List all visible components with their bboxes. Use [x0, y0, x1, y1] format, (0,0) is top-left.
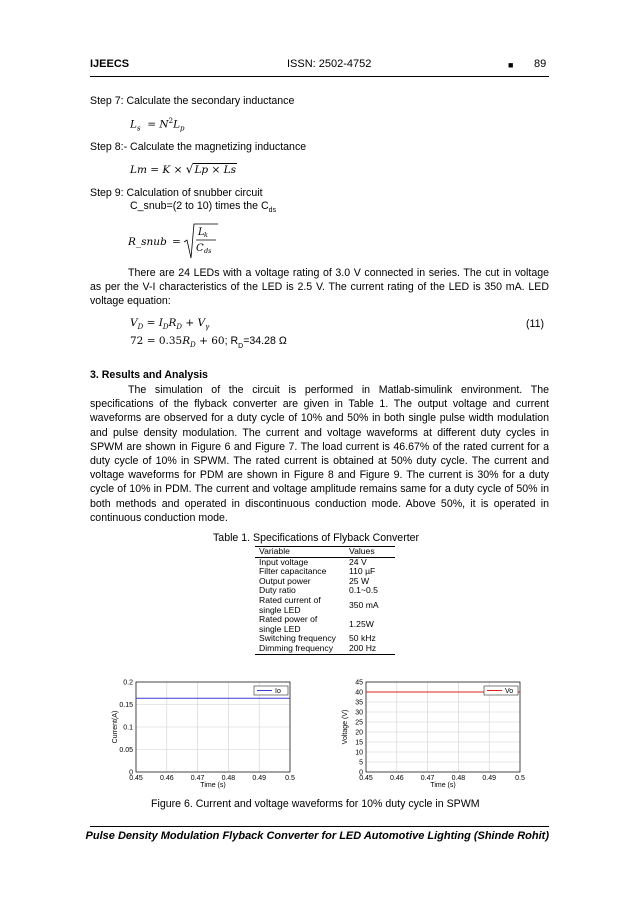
- step-9-label: Step 9: Calculation of snubber circuit: [90, 187, 263, 199]
- table-header: Variable: [255, 547, 343, 558]
- equation-lm: Lm = K × √Lp × Ls: [130, 162, 236, 176]
- legend-label: Io: [275, 688, 281, 695]
- spec-table: [255, 546, 395, 655]
- equation-rsnub: [128, 218, 218, 262]
- y-tick-label: 0.15: [119, 702, 133, 709]
- section-title: 3. Results and Analysis: [90, 369, 208, 381]
- x-tick-label: 0.45: [359, 775, 373, 782]
- y-tick-label: 40: [355, 689, 363, 697]
- header-rule: [90, 76, 549, 77]
- svg-text:ds: ds: [204, 247, 212, 255]
- y-tick-label: 20: [355, 729, 363, 737]
- step-7-label: Step 7: Calculate the secondary inductance: [90, 95, 295, 107]
- y-tick-label: 0: [359, 769, 363, 777]
- x-tick-label: 0.48: [451, 775, 466, 782]
- snubber-capacitance-text: C_snub=(2 to 10) times the $C_{ds}$: [130, 200, 277, 215]
- y-tick-label: 30: [355, 709, 363, 717]
- y-tick-label: 25: [355, 719, 363, 727]
- y-tick-label: 15: [355, 739, 363, 747]
- x-tick-label: 0.47: [190, 775, 205, 782]
- y-tick-label: 5: [359, 759, 363, 767]
- y-tick-label: 0.05: [119, 747, 133, 754]
- equation-number: (11): [526, 318, 545, 330]
- voltage-waveform-chart: [338, 676, 534, 790]
- table-row: Filter capacitance 110 µF: [259, 566, 376, 577]
- table-row: Dimming frequency 200 Hz: [255, 644, 395, 654]
- x-tick-label: 0.46: [159, 775, 174, 782]
- y-tick-label: 35: [355, 699, 363, 707]
- table-row: Output power 25 W: [259, 575, 370, 586]
- svg-text:R_snub: R_snub: [128, 236, 167, 248]
- table-row: Input voltage 24 V: [259, 556, 367, 567]
- x-tick-label: 0.49: [482, 775, 497, 782]
- figure-caption: Figure 6. Current and voltage waveforms for 10% duty cycle in SPWM: [151, 798, 480, 810]
- issn: ISSN: 2502-4752: [287, 58, 372, 70]
- table-row: Duty ratio 0.1~0.5: [259, 585, 378, 596]
- y-tick-label: 0: [129, 769, 133, 777]
- results-paragraph: The simulation of the circuit is performed in Matlab-simulink environment. The specifications of the flyback converter are given in Table 1. The output voltage and current waveforms are observed for a duty cycle of 10% and 50% in both single pulse width modulation and pulse density modulation. The current and voltage waveforms at different duty cycles in SPWM are shown in Figure 6 and Figure 7. The load current is 46.67% of the rated current for a duty cycle of 10% in SPWM. The rated current is obtained at 50% duty cycle. The current and voltage waveforms for PDM are shown in Figure 8 and Figure 9. The current is 30% for a duty cycle of 10% in PDM. The current and voltage amplitude remains same for a duty cycle of 50% in both methods and operated in discontinuous conduction mode. Above 50%, it is operated in continuous conduction mode.: [90, 384, 549, 524]
- table-header: Values: [343, 547, 395, 558]
- legend-label: Vo: [505, 688, 514, 695]
- footer-text: Pulse Density Modulation Flyback Converter for LED Automotive Lighting (Shinde Rohit): [85, 830, 549, 842]
- y-tick-label: 45: [355, 679, 363, 687]
- svg-text:L: L: [198, 227, 205, 238]
- y-axis-label: Voltage (V): [342, 709, 349, 745]
- bullet-icon: ■: [508, 60, 514, 70]
- equation-ls: $L_s = N^2L_p$: [130, 117, 185, 133]
- svg-text:k: k: [204, 231, 208, 239]
- x-tick-label: 0.45: [129, 775, 143, 782]
- equation-rd: $72 = 0.35R_D + 60$; $R_D=34.28$ Ω: [130, 335, 287, 351]
- x-tick-label: 0.49: [252, 775, 267, 782]
- svg-text:C: C: [196, 243, 204, 254]
- table-row: Rated current of single LED 350 mA: [259, 594, 379, 615]
- table-row: Rated power of single LED 1.25W: [259, 614, 374, 634]
- x-tick-label: 0.5: [285, 775, 295, 782]
- y-axis-label: Current(A): [112, 710, 119, 744]
- svg-text:=: =: [172, 236, 181, 248]
- y-tick-label: 0.1: [123, 724, 133, 732]
- table-row: Switching frequency 50 kHz: [259, 633, 376, 644]
- x-tick-label: 0.48: [221, 775, 236, 782]
- x-tick-label: 0.5: [515, 775, 525, 782]
- led-paragraph: There are 24 LEDs with a voltage rating of 3.0 V connected in series. The cut in voltage as per the V-I characteristics of the LED is 2.5 V. The current rating of the LED is 350 mA. LED voltage equation:: [90, 267, 549, 308]
- x-axis-label: Time (s): [200, 782, 226, 789]
- x-tick-label: 0.46: [389, 775, 404, 782]
- x-axis-label: Time (s): [430, 782, 456, 789]
- step-8-label: Step 8:- Calculate the magnetizing inductance: [90, 141, 307, 153]
- page-number: 89: [534, 58, 547, 70]
- x-tick-label: 0.47: [420, 775, 435, 782]
- equation-vd: $V_D = I_DR_D + V_\gamma$: [130, 317, 210, 332]
- journal-name: IJEECS: [90, 58, 130, 70]
- footer-rule: [90, 826, 549, 827]
- y-tick-label: 10: [355, 749, 363, 757]
- current-waveform-chart: [108, 676, 304, 790]
- y-tick-label: 0.2: [123, 679, 133, 687]
- plot-frame: [366, 682, 520, 772]
- table-caption: Table 1. Specifications of Flyback Converter: [213, 532, 420, 544]
